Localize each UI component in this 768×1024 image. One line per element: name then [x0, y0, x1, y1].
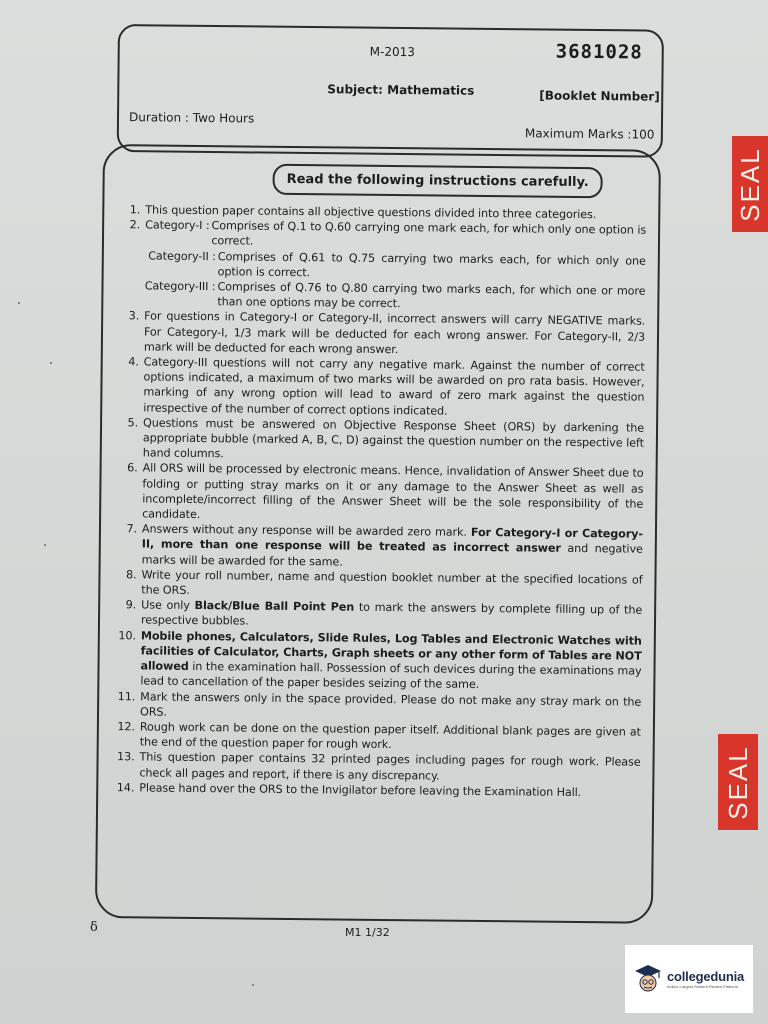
seal-label: SEAL [734, 146, 765, 222]
page-number: M1 1/32 [345, 926, 390, 939]
paper-code: M-2013 [369, 44, 416, 60]
maximum-marks: Maximum Marks :100 [524, 126, 655, 142]
instruction-item: 6. All ORS will be processed by electronic means. Hence, invalidation of Answer Sheet due to folding or putting stray marks on it or any damage to the Answer Sheet as well as incomplete/incorrect filling of the Answer Sheet will be the sole responsibility of the candidate. [127, 461, 644, 522]
instruction-item: 12. Rough work can be done on the question paper itself. Additional blank pages are given at the end of the question paper for rough work. [117, 720, 641, 752]
instruction-item: 13. This question paper contains 32 printed pages including pages for rough work. Please check all pages and report, if there is any discrepancy. [117, 750, 641, 783]
booklet-number-label: [Booklet Number] [539, 88, 660, 104]
instruction-item: 4. Category-III questions will not carry any negative mark. Against the number of correct options indicated, a maximum of two marks will be awarded on pro rata basis. However, marking of any wrong option will lead to award of zero mark against the question irrespective of the number of correct options indicated. [128, 355, 645, 418]
graduate-cap-icon [633, 961, 663, 997]
category-label: Category-II : [148, 249, 216, 263]
scan-speck [252, 984, 254, 986]
instruction-item: 3. For questions in Category-I or Category-II, incorrect answers will carry NEGATIVE marks. For Category-I, 1/3 mark will be deducted for each wrong answer. For Category-II, 2/3 mark will be deducted for each wrong answer. [128, 309, 646, 356]
instruction-item: 7. Answers without any response will be awarded zero mark. For Category-I or Category-II, more than one response will be treated as incorrect answer and negative marks will be awarded for the same. [126, 522, 644, 569]
scan-speck [50, 362, 52, 364]
instructions-heading: Read the following instructions carefully. [272, 164, 602, 198]
instruction-item: Category-III : Comprises of Q.76 to Q.80 carrying two marks each, for which one or more than one options may be correct. [144, 279, 646, 311]
instruction-item: 9. Use only Black/Blue Ball Point Pen to mark the answers by complete filling up of the respective bubbles. [125, 598, 643, 629]
instruction-item: 10. Mobile phones, Calculators, Slide Rules, Log Tables and Electronic Watches with facilities of Calculator, Charts, Graph sheets or any other form of Tables are NOT allowed in the examination hall. Possession of such devices during the examinations may lead to cancellation of the paper besides seizing of the same. [118, 628, 642, 692]
header-box [117, 24, 664, 158]
instructions-box [95, 144, 661, 924]
instruction-item: Category-II : Comprises of Q.61 to Q.75 carrying two marks each, for which only one option is correct. [114, 248, 646, 284]
watermark-logo [625, 945, 753, 1013]
instructions-list [108, 202, 646, 800]
scan-speck [18, 302, 20, 304]
category-label: Category-III : [144, 279, 216, 294]
category-label: Category-I : [145, 218, 210, 233]
page-mark: δ [90, 920, 98, 935]
instruction-item: 1. This question paper contains all objective questions divided into three categories. [129, 203, 597, 222]
watermark-tagline: India's Largest Student Review Platform [667, 984, 739, 989]
instruction-item: 14. Please hand over the ORS to the Invigilator before leaving the Examination Hall. [116, 780, 582, 799]
watermark-name: collegedunia [667, 969, 745, 984]
seal-tab [718, 734, 758, 830]
scan-speck [44, 544, 46, 546]
subject-title: Subject: Mathematics [327, 82, 475, 98]
seal-label: SEAL [722, 744, 753, 820]
instruction-item: 8. Write your roll number, name and question booklet number at the specified locations of the ORS. [125, 568, 643, 598]
duration: Duration : Two Hours [128, 110, 255, 126]
instruction-item: 5. Questions must be answered on Objective Response Sheet (ORS) by darkening the appropriate bubble (marked A, B, C, D) against the question number on the respective left hand columns. [127, 416, 645, 461]
booklet-number: 3681028 [555, 40, 643, 64]
instruction-item: 2. Category-I : Comprises of Q.1 to Q.60 carrying one mark each, for which only one option is correct. [129, 218, 647, 248]
seal-tab [732, 136, 768, 232]
instruction-item: 11. Mark the answers only in the space provided. Please do not make any stray mark on the ORS. [117, 689, 642, 719]
